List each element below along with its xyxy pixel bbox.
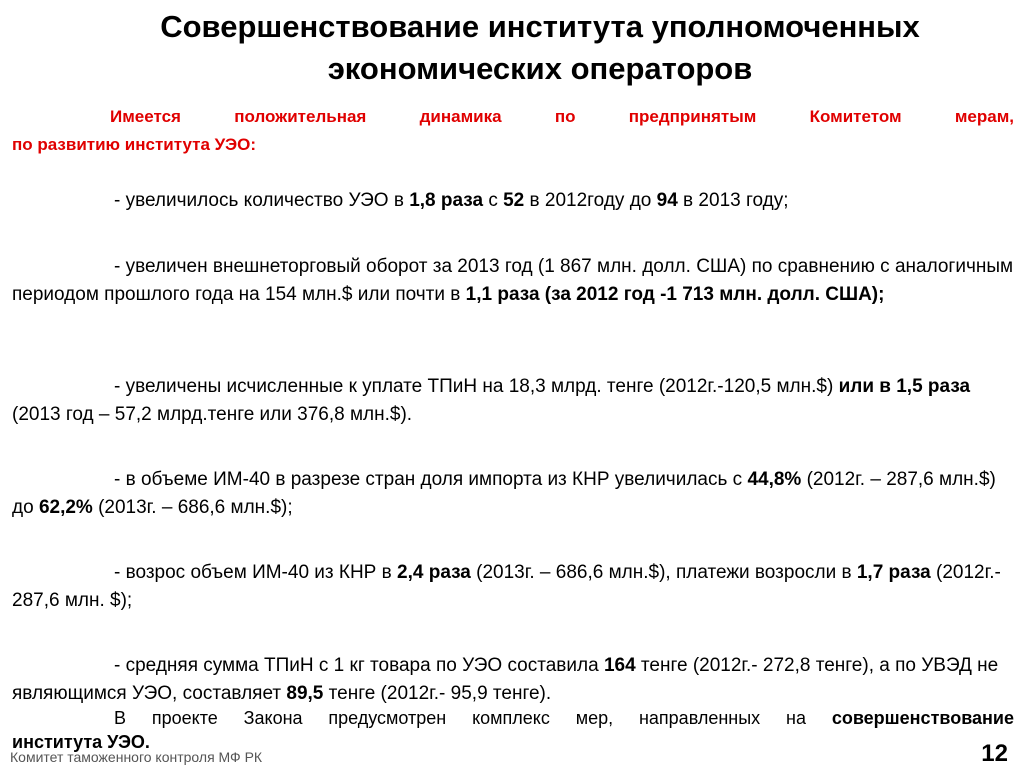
intro-line2: по развитию института УЭО:	[12, 135, 256, 154]
bullet-bold: 1,1 раза (за 2012 год -1 713 млн. долл. США);	[465, 284, 885, 305]
bullet-text: тенге (2012г.- 272,8 тенге), а по УВЭД не являющимся УЭО, составляет	[12, 655, 999, 704]
bullet-bold: 52	[503, 190, 525, 211]
bullet-text: - увеличены исчисленные к уплате ТПиН на 18,3 млрд. тенге (2012г.-120,5 млн.$)	[114, 376, 839, 397]
bullet-text: - в объеме ИМ-40 в разрезе стран доля импорта из КНР увеличилась с	[114, 469, 748, 490]
bullet-text: - увеличилось количество УЭО в	[114, 190, 410, 211]
bullet-average-tpin	[12, 652, 1014, 708]
bullet-bold: или в 1,5 раза	[838, 376, 971, 397]
final-statement	[12, 706, 1014, 754]
bullet-bold: 2,4 раза	[397, 562, 471, 583]
bullet-text: в 2012году до	[524, 190, 657, 211]
bullet-text: - увеличен внешнеторговый оборот за 2013 год (1 867 млн. долл. США) по сравнению с аналогичным периодом прошлого года на 154 млн.$ или почти в	[12, 256, 1014, 305]
intro-text	[12, 103, 1014, 159]
bullet-text: (2013 год – 57,2 млрд.тенге или 376,8 млн.$).	[12, 404, 413, 425]
bullet-text: в 2013 году;	[677, 190, 789, 211]
final-text: В проекте Закона предусмотрен комплекс мер, направленных на	[114, 708, 832, 728]
bullet-text: с	[483, 190, 504, 211]
bullet-trade-turnover	[12, 253, 1014, 309]
slide-title	[60, 6, 1020, 90]
bullet-text: - средняя сумма ТПиН с 1 кг товара по УЭО составила	[114, 655, 604, 676]
bullet-bold: 62,2%	[38, 497, 93, 518]
bullet-text: (2013г. – 686,6 млн.$), платежи возросли в	[470, 562, 857, 583]
bullet-bold: 1,7 раза	[856, 562, 931, 583]
final-bold: совершенствование	[831, 708, 1014, 728]
bullet-bold: 89,5	[286, 683, 324, 704]
bullet-bold: 94	[656, 190, 678, 211]
slide-title-line1: Совершенствование института уполномоченных	[160, 9, 920, 44]
bullet-import-share	[12, 466, 1014, 522]
bullet-tpin	[12, 373, 1014, 429]
slide-title-line2: экономических операторов	[327, 51, 753, 86]
bullet-text: - возрос объем ИМ-40 из КНР в	[114, 562, 398, 583]
final-line1	[12, 706, 1014, 730]
footer-organization: Комитет таможенного контроля МФ РК	[10, 749, 263, 765]
bullet-bold: 1,8 раза	[409, 190, 484, 211]
intro-line1: Имеется положительная динамика по предпринятым Комитетом мерам,	[110, 107, 1014, 126]
page-number: 12	[981, 740, 1008, 767]
final-line2: института УЭО.	[12, 732, 150, 752]
bullet-text: тенге (2012г.- 95,9 тенге).	[323, 683, 552, 704]
bullet-text: (2012г.- 287,6 млн. $);	[12, 562, 1001, 611]
bullet-uo-count	[12, 187, 1014, 215]
bullet-text: (2013г. – 686,6 млн.$);	[92, 497, 293, 518]
bullet-import-volume	[12, 559, 1014, 615]
bullet-text: (2012г. – 287,6 млн.$) до	[12, 469, 996, 518]
bullet-bold: 44,8%	[747, 469, 802, 490]
bullet-bold: 164	[603, 655, 636, 676]
